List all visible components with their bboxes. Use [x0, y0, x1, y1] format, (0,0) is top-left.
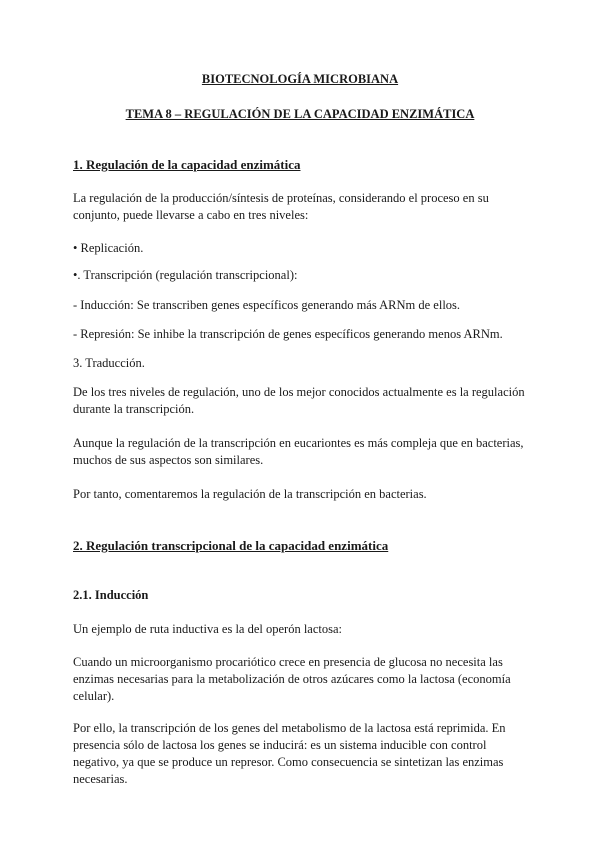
section1-intro: La regulación de la producción/síntesis de proteínas, considerando el proceso en su conjunto, puede llevarse a cabo en tres niveles:	[73, 191, 489, 222]
section2-heading: 2. Regulación transcripcional de la capacidad enzimática	[73, 538, 389, 553]
section1-paragraph-2: Aunque la regulación de la transcripción en eucariontes es más compleja que en bacterias, muchos de sus aspectos son similares.	[73, 436, 524, 467]
section2-paragraph-1: Un ejemplo de ruta inductiva es la del operón lactosa:	[73, 622, 343, 636]
document-title: BIOTECNOLOGÍA MICROBIANA	[201, 72, 399, 86]
section1-paragraph-3: Por tanto, comentaremos la regulación de la transcripción en bacterias.	[73, 487, 427, 501]
list-item-induction: - Inducción: Se transcriben genes específicos generando más ARNm de ellos.	[73, 298, 461, 312]
list-item-transcription: •. Transcripción (regulación transcripcional):	[73, 268, 298, 282]
section2-paragraph-2: Cuando un microorganismo procariótico crece en presencia de glucosa no necesita las enzimas necesarias para la metabolización de otros azúcares como la lactosa (economía celular).	[73, 655, 511, 703]
section2-paragraph-3: Por ello, la transcripción de los genes del metabolismo de la lactosa está reprimida. En presencia sólo de lactosa los genes se inducirá: es un sistema inducible con control negativo, ya que se produce un represor. Como consecuencia se sintetizan las enzimas necesarias.	[73, 721, 506, 786]
list-item-translation: 3. Traducción.	[73, 356, 145, 370]
document-subtitle: TEMA 8 – REGULACIÓN DE LA CAPACIDAD ENZIMÁTICA	[125, 107, 475, 121]
section1-heading: 1. Regulación de la capacidad enzimática	[73, 157, 301, 172]
list-item-replication: • Replicación.	[73, 241, 144, 255]
section1-paragraph-1: De los tres niveles de regulación, uno de los mejor conocidos actualmente es la regulación durante la transcripción.	[73, 385, 525, 416]
subsection-heading-induction: 2.1. Inducción	[73, 588, 149, 602]
list-item-repression: - Represión: Se inhibe la transcripción de genes específicos generando menos ARNm.	[73, 327, 503, 341]
